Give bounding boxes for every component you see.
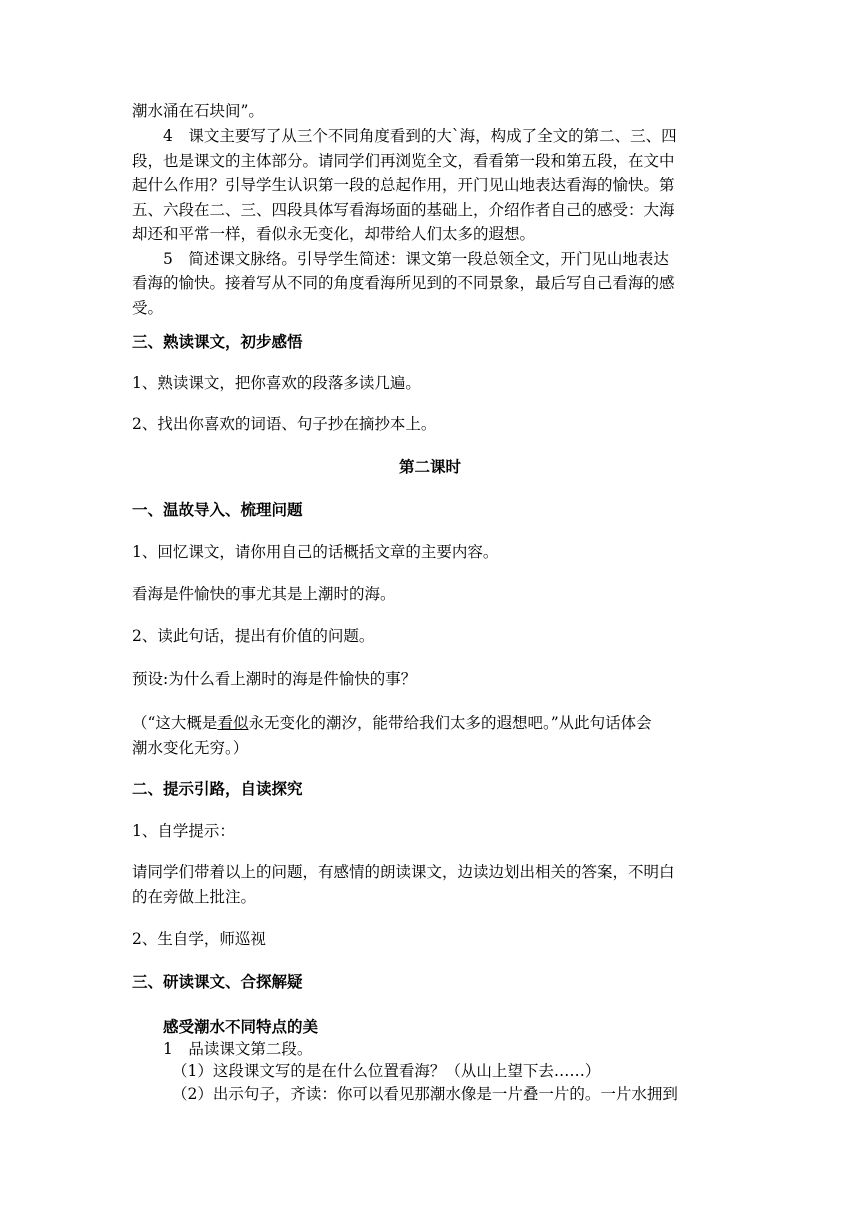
text-line	[132, 712, 652, 734]
text-line: 4 课文主要写了从三个不同角度看到的大`海，构成了全文的第二、三、四	[163, 127, 677, 145]
text-line: 1、熟读课文，把你喜欢的段落多读几遍。	[132, 374, 421, 392]
text-line: 潮水涌在石块间”。	[132, 102, 264, 120]
text-line: 起什么作用？引导学生认识第一段的总起作用，开门见山地表达看海的愉快。第	[132, 176, 675, 194]
text-line: 5 简述课文脉络。引导学生简述：课文第一段总领全文，开门见山地表达	[163, 250, 669, 268]
underlined-text: 看似	[217, 714, 249, 732]
text-segment: （“这大概是	[132, 714, 218, 732]
text-line: 却还和平常一样，看似永无变化，却带给人们太多的遐想。	[132, 225, 536, 243]
text-line: 段，也是课文的主体部分。请同学们再浏览全文，看看第一段和第五段，在文中	[132, 152, 675, 170]
text-line: 1、自学提示：	[132, 822, 235, 840]
text-line: 受。	[132, 299, 164, 317]
section-heading: 一、温故导入、梳理问题	[132, 501, 303, 519]
text-line: 2、找出你喜欢的词语、句子抄在摘抄本上。	[132, 415, 437, 433]
text-line: 1 品读课文第二段。	[163, 1040, 313, 1058]
text-line: 2、生自学，师巡视	[132, 930, 266, 948]
section-heading: 二、提示引路，自读探究	[132, 780, 303, 798]
text-line: 1、回忆课文，请你用自己的话概括文章的主要内容。	[132, 543, 499, 561]
text-line: 潮水变化无穷。）	[132, 739, 249, 757]
text-line: 2、读此句话，提出有价值的问题。	[132, 627, 375, 645]
text-line: （2）出示句子，齐读：你可以看见那潮水像是一片叠一片的。一片水拥到	[172, 1085, 678, 1103]
sub-heading: 感受潮水不同特点的美	[163, 1018, 319, 1036]
text-line: （1）这段课文写的是在什么位置看海？（从山上望下去……）	[172, 1062, 601, 1080]
text-line: 看海的愉快。接着写从不同的角度看海所见到的不同景象，最后写自己看海的感	[132, 274, 675, 292]
text-line: 的在旁做上批注。	[132, 888, 257, 906]
text-line: 请同学们带着以上的问题，有感情的朗读课文，边读边划出相关的答案，不明白	[132, 863, 675, 881]
section-heading: 三、研读课文、合探解疑	[132, 973, 303, 991]
text-line: 五、六段在二、三、四段具体写看海场面的基础上，介绍作者自己的感受：大海	[132, 201, 675, 219]
section-heading: 三、熟读课文，初步感悟	[132, 333, 303, 351]
lesson-title: 第二课时	[398, 458, 461, 476]
text-line: 预设:为什么看上潮时的海是件愉快的事？	[132, 670, 417, 688]
text-line: 看海是件愉快的事尤其是上潮时的海。	[132, 585, 396, 603]
text-segment: 永无变化的潮汐，能带给我们太多的遐想吧。”从此句话体会	[248, 714, 652, 732]
